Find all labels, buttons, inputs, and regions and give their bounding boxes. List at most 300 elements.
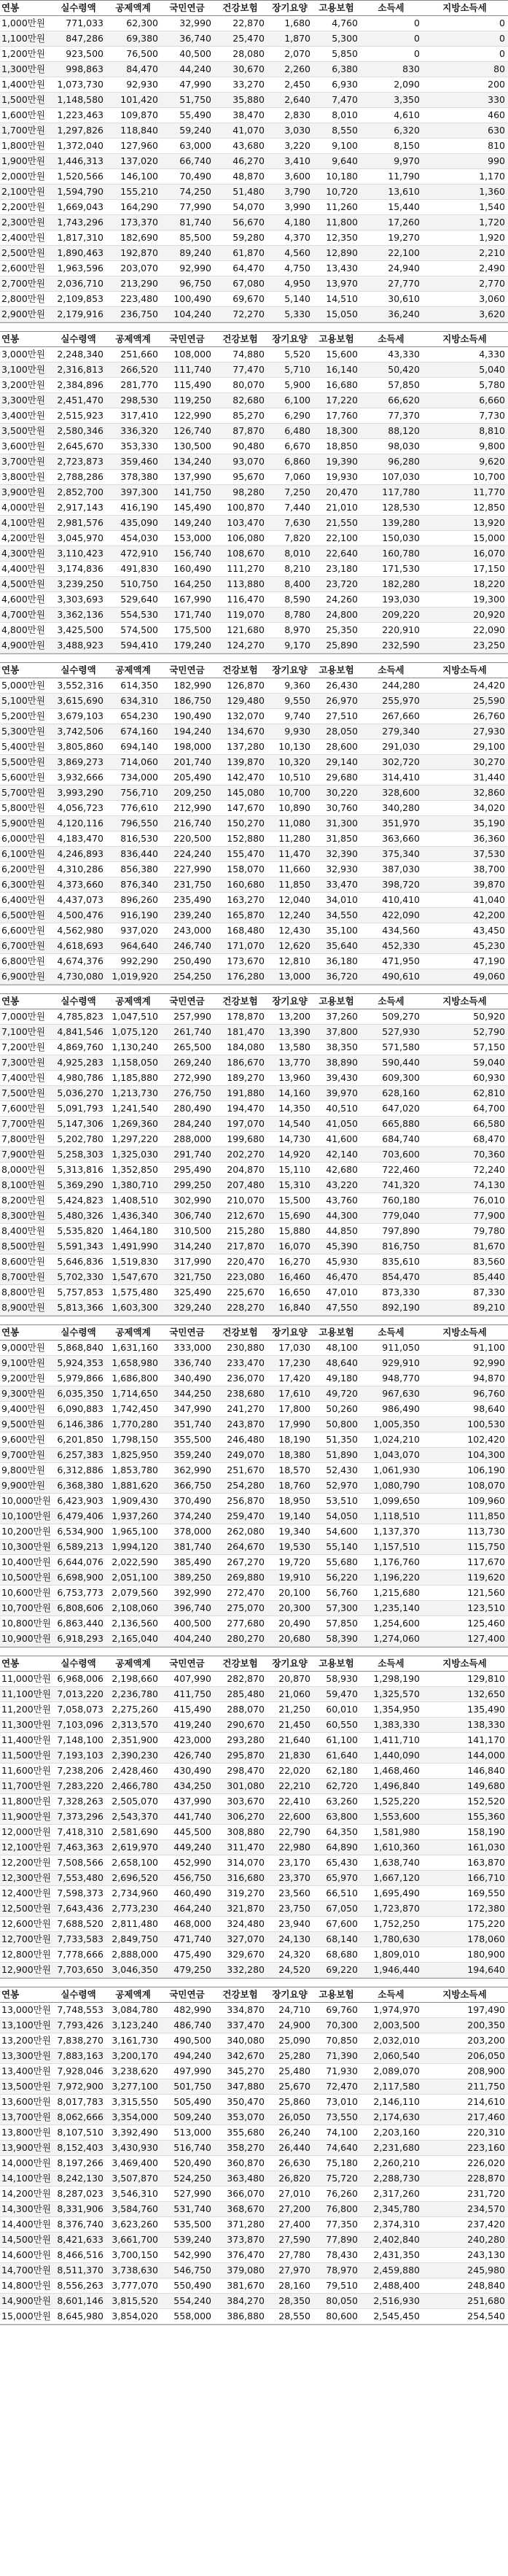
cell-net-pay: 7,463,363 (57, 1842, 103, 1853)
cell-income-tax: 302,720 (382, 756, 420, 767)
cell-local-income-tax: 172,380 (467, 1903, 505, 1914)
cell-national-pension: 351,740 (173, 1419, 211, 1429)
cell-local-income-tax: 18,220 (473, 578, 505, 589)
cell-total-deduction: 916,190 (120, 909, 158, 920)
cell-income-tax: 835,610 (382, 1256, 420, 1267)
cell-income-tax: 830 (402, 63, 420, 74)
table-row (0, 2202, 508, 2217)
cell-annual-salary: 1,200만원 (1, 48, 45, 59)
cell-annual-salary: 5,400만원 (1, 741, 45, 752)
cell-net-pay: 1,669,043 (57, 201, 103, 212)
cell-employment-insurance: 65,430 (326, 1857, 358, 1868)
cell-local-income-tax: 59,040 (473, 1057, 505, 1068)
cell-national-pension: 310,500 (173, 1225, 211, 1236)
cell-national-pension: 437,990 (173, 1796, 211, 1807)
cell-health-insurance: 64,470 (232, 263, 265, 273)
cell-net-pay: 8,197,266 (57, 2157, 103, 2168)
cell-net-pay: 6,146,386 (57, 1419, 103, 1429)
cell-income-tax: 340,280 (382, 802, 420, 813)
column-header-local-income-tax: 지방소득세 (442, 2, 487, 13)
cell-employment-insurance: 21,550 (326, 517, 358, 528)
cell-long-term-care: 8,970 (284, 624, 310, 635)
cell-health-insurance: 238,680 (227, 1388, 265, 1399)
cell-annual-salary: 1,000만원 (1, 18, 45, 28)
cell-national-pension: 254,250 (173, 971, 211, 982)
cell-employment-insurance: 19,930 (326, 471, 358, 482)
cell-local-income-tax: 23,250 (473, 640, 505, 651)
column-header-long-term-care: 장기요양 (272, 333, 308, 344)
cell-net-pay: 6,863,440 (57, 1618, 103, 1629)
table-row (0, 638, 508, 653)
table-row (0, 1147, 508, 1163)
cell-annual-salary: 3,600만원 (1, 441, 45, 451)
cell-employment-insurance: 17,760 (326, 410, 358, 421)
cell-total-deduction: 3,084,780 (112, 2004, 158, 2015)
table-row (0, 16, 508, 31)
cell-local-income-tax: 4,330 (479, 349, 505, 360)
cell-employment-insurance: 74,640 (326, 2142, 358, 2153)
table-row (0, 1509, 508, 1524)
cell-total-deduction: 416,190 (120, 502, 158, 513)
table-row (0, 261, 508, 276)
cell-local-income-tax: 50,920 (473, 1011, 505, 1022)
cell-long-term-care: 9,550 (284, 695, 310, 706)
cell-employment-insurance: 56,220 (326, 1572, 358, 1583)
cell-net-pay: 6,090,883 (57, 1403, 103, 1414)
cell-local-income-tax: 237,420 (467, 2219, 505, 2230)
table-row (0, 847, 508, 862)
column-header-local-income-tax: 지방소득세 (442, 1327, 487, 1338)
cell-national-pension: 392,990 (173, 1587, 211, 1598)
cell-income-tax: 17,260 (388, 217, 420, 228)
cell-annual-salary: 8,800만원 (1, 1287, 45, 1297)
cell-health-insurance: 95,670 (232, 471, 265, 482)
cell-national-pension: 542,990 (173, 2249, 211, 2260)
cell-national-pension: 115,490 (173, 379, 211, 390)
column-header-employment-insurance: 고용보험 (319, 1989, 354, 2000)
cell-employment-insurance: 52,430 (326, 1464, 358, 1475)
column-header-local-income-tax: 지방소득세 (442, 996, 487, 1006)
cell-long-term-care: 12,240 (278, 909, 310, 920)
cell-annual-salary: 4,500만원 (1, 578, 45, 589)
cell-national-pension: 47,990 (179, 79, 211, 90)
cell-net-pay: 5,313,816 (57, 1164, 103, 1175)
cell-total-deduction: 3,700,150 (112, 2249, 158, 2260)
cell-health-insurance: 254,280 (227, 1480, 265, 1491)
cell-national-pension: 175,500 (173, 624, 211, 635)
cell-long-term-care: 8,010 (284, 548, 310, 559)
cell-annual-salary: 6,100만원 (1, 848, 45, 859)
cell-national-pension: 126,740 (173, 425, 211, 436)
cell-long-term-care: 8,590 (284, 594, 310, 605)
cell-employment-insurance: 43,760 (326, 1195, 358, 1206)
cell-income-tax: 571,580 (382, 1041, 420, 1052)
cell-total-deduction: 353,330 (120, 441, 158, 451)
cell-total-deduction: 491,830 (120, 563, 158, 574)
cell-net-pay: 771,033 (66, 18, 103, 28)
cell-net-pay: 6,968,006 (57, 1673, 103, 1684)
cell-net-pay: 2,451,470 (57, 395, 103, 406)
cell-local-income-tax: 7,730 (479, 410, 505, 421)
cell-long-term-care: 2,070 (284, 48, 310, 59)
cell-long-term-care: 24,900 (278, 2020, 310, 2030)
cell-local-income-tax: 41,040 (473, 894, 505, 905)
cell-employment-insurance: 23,180 (326, 563, 358, 574)
cell-health-insurance: 272,470 (227, 1587, 265, 1598)
column-header-long-term-care: 장기요양 (272, 996, 308, 1006)
cell-annual-salary: 6,200만원 (1, 864, 45, 874)
cell-long-term-care: 14,730 (278, 1133, 310, 1144)
cell-employment-insurance: 80,050 (326, 2295, 358, 2306)
cell-national-pension: 186,750 (173, 695, 211, 706)
cell-net-pay: 4,841,546 (57, 1026, 103, 1037)
cell-national-pension: 224,240 (173, 848, 211, 859)
cell-income-tax: 27,770 (388, 278, 420, 289)
cell-health-insurance: 155,470 (227, 848, 265, 859)
column-header-net-pay: 실수령액 (60, 1989, 96, 2000)
cell-national-pension: 295,490 (173, 1164, 211, 1175)
cell-long-term-care: 1,680 (284, 18, 310, 28)
cell-income-tax: 797,890 (382, 1225, 420, 1236)
cell-national-pension: 92,990 (179, 263, 211, 273)
cell-national-pension: 494,240 (173, 2050, 211, 2061)
cell-long-term-care: 24,320 (278, 1949, 310, 1960)
cell-employment-insurance: 34,550 (326, 909, 358, 920)
cell-national-pension: 317,990 (173, 1256, 211, 1267)
cell-net-pay: 2,179,916 (57, 309, 103, 319)
cell-annual-salary: 12,800만원 (1, 1949, 51, 1960)
cell-national-pension: 407,990 (173, 1673, 211, 1684)
cell-income-tax: 590,440 (382, 1057, 420, 1068)
cell-national-pension: 66,740 (179, 155, 211, 166)
cell-net-pay: 4,373,660 (57, 879, 103, 890)
cell-net-pay: 6,035,350 (57, 1388, 103, 1399)
cell-long-term-care: 26,440 (278, 2142, 310, 2153)
cell-income-tax: 96,280 (388, 456, 420, 467)
cell-health-insurance: 145,080 (227, 787, 265, 798)
cell-health-insurance: 345,270 (227, 2065, 265, 2076)
cell-net-pay: 8,287,023 (57, 2188, 103, 2199)
cell-health-insurance: 277,680 (227, 1618, 265, 1629)
table-header-row (0, 1656, 508, 1672)
cell-annual-salary: 8,100만원 (1, 1179, 45, 1190)
cell-net-pay: 6,534,900 (57, 1526, 103, 1537)
cell-net-pay: 5,924,353 (57, 1357, 103, 1368)
cell-annual-salary: 9,300만원 (1, 1388, 45, 1399)
cell-annual-salary: 7,700만원 (1, 1118, 45, 1129)
cell-long-term-care: 2,260 (284, 63, 310, 74)
table-row (0, 169, 508, 185)
cell-employment-insurance: 22,640 (326, 548, 358, 559)
cell-total-deduction: 2,619,970 (112, 1842, 158, 1853)
cell-income-tax: 2,060,540 (373, 2050, 420, 2061)
table-row (0, 1733, 508, 1748)
cell-net-pay: 7,013,220 (57, 1688, 103, 1699)
cell-net-pay: 7,238,206 (57, 1765, 103, 1776)
cell-total-deduction: 1,325,030 (112, 1149, 158, 1160)
cell-employment-insurance: 72,470 (326, 2081, 358, 2092)
cell-net-pay: 5,480,326 (57, 1210, 103, 1221)
cell-net-pay: 5,535,820 (57, 1225, 103, 1236)
cell-employment-insurance: 37,800 (326, 1026, 358, 1037)
cell-annual-salary: 12,700만원 (1, 1933, 51, 1944)
cell-income-tax: 36,240 (388, 309, 420, 319)
cell-net-pay: 7,418,310 (57, 1826, 103, 1837)
cell-net-pay: 2,248,340 (57, 349, 103, 360)
cell-national-pension: 445,500 (173, 1826, 211, 1837)
cell-total-deduction: 714,060 (120, 756, 158, 767)
cell-health-insurance: 103,470 (227, 517, 265, 528)
cell-health-insurance: 150,270 (227, 818, 265, 829)
cell-national-pension: 104,240 (173, 309, 211, 319)
cell-long-term-care: 5,520 (284, 349, 310, 360)
cell-net-pay: 2,645,670 (57, 441, 103, 451)
cell-annual-salary: 12,300만원 (1, 1872, 51, 1883)
table-header-row (0, 1324, 508, 1341)
cell-employment-insurance: 38,350 (326, 1041, 358, 1052)
cell-total-deduction: 173,370 (120, 217, 158, 228)
cell-annual-salary: 10,400만원 (1, 1556, 51, 1567)
cell-long-term-care: 19,530 (278, 1541, 310, 1552)
cell-health-insurance: 124,270 (227, 640, 265, 651)
cell-national-pension: 516,740 (173, 2142, 211, 2153)
cell-long-term-care: 18,190 (278, 1434, 310, 1445)
cell-income-tax: 30,610 (388, 293, 420, 304)
cell-employment-insurance: 61,100 (326, 1734, 358, 1745)
table-row (0, 755, 508, 770)
cell-long-term-care: 26,820 (278, 2173, 310, 2184)
cell-net-pay: 3,425,500 (57, 624, 103, 635)
cell-local-income-tax: 211,750 (467, 2081, 505, 2092)
cell-annual-salary: 8,500만원 (1, 1241, 45, 1252)
cell-annual-salary: 11,600만원 (1, 1765, 51, 1776)
table-row (0, 276, 508, 292)
cell-long-term-care: 15,880 (278, 1225, 310, 1236)
cell-total-deduction: 109,870 (120, 109, 158, 120)
cell-income-tax: 986,490 (382, 1403, 420, 1414)
cell-local-income-tax: 144,000 (467, 1750, 505, 1761)
cell-income-tax: 2,260,210 (373, 2157, 420, 2168)
cell-long-term-care: 12,040 (278, 894, 310, 905)
cell-income-tax: 6,320 (394, 125, 420, 136)
cell-employment-insurance: 55,140 (326, 1541, 358, 1552)
cell-employment-insurance: 47,010 (326, 1287, 358, 1297)
cell-annual-salary: 5,100만원 (1, 695, 45, 706)
cell-long-term-care: 23,560 (278, 1888, 310, 1898)
cell-national-pension: 272,990 (173, 1072, 211, 1083)
cell-net-pay: 3,679,103 (57, 710, 103, 721)
cell-health-insurance: 321,870 (227, 1903, 265, 1914)
cell-national-pension: 205,490 (173, 772, 211, 783)
column-header-employment-insurance: 고용보험 (319, 1658, 354, 1669)
cell-national-pension: 449,240 (173, 1842, 211, 1853)
cell-long-term-care: 21,830 (278, 1750, 310, 1761)
cell-net-pay: 6,918,293 (57, 1633, 103, 1644)
table-row (0, 1840, 508, 1855)
cell-national-pension: 554,240 (173, 2295, 211, 2306)
cell-national-pension: 111,740 (173, 364, 211, 375)
cell-health-insurance: 61,870 (232, 247, 265, 258)
cell-long-term-care: 18,570 (278, 1464, 310, 1475)
cell-income-tax: 1,157,510 (373, 1541, 420, 1552)
cell-health-insurance: 33,270 (232, 79, 265, 90)
cell-national-pension: 479,250 (173, 1964, 211, 1975)
cell-annual-salary: 11,200만원 (1, 1704, 51, 1715)
table-row (0, 954, 508, 969)
cell-local-income-tax: 206,050 (467, 2050, 505, 2061)
cell-local-income-tax: 11,770 (473, 486, 505, 497)
cell-employment-insurance: 8,550 (332, 125, 358, 136)
table-row (0, 185, 508, 200)
column-header-health-insurance: 건강보험 (222, 1989, 258, 2000)
cell-net-pay: 5,258,303 (57, 1149, 103, 1160)
cell-net-pay: 7,373,296 (57, 1811, 103, 1822)
cell-health-insurance: 168,480 (227, 925, 265, 936)
cell-total-deduction: 92,930 (126, 79, 158, 90)
cell-total-deduction: 1,603,300 (112, 1302, 158, 1313)
table-row (0, 923, 508, 939)
cell-employment-insurance: 4,760 (332, 18, 358, 28)
table-row (0, 347, 508, 362)
cell-total-deduction: 1,269,360 (112, 1118, 158, 1129)
column-header-local-income-tax: 지방소득세 (442, 1658, 487, 1669)
cell-health-insurance: 184,080 (227, 1041, 265, 1052)
column-header-national-pension: 국민연금 (169, 664, 205, 675)
table-row (0, 1672, 508, 1687)
cell-net-pay: 5,757,853 (57, 1287, 103, 1297)
cell-total-deduction: 3,854,020 (112, 2311, 158, 2321)
cell-long-term-care: 13,000 (278, 971, 310, 982)
cell-employment-insurance: 8,010 (332, 109, 358, 120)
cell-income-tax: 722,460 (382, 1164, 420, 1175)
cell-net-pay: 4,925,283 (57, 1057, 103, 1068)
cell-long-term-care: 23,170 (278, 1857, 310, 1868)
cell-total-deduction: 266,520 (120, 364, 158, 375)
cell-net-pay: 2,852,700 (57, 486, 103, 497)
column-header-national-pension: 국민연금 (169, 333, 205, 344)
cell-income-tax: 1,695,490 (373, 1888, 420, 1898)
table-row (0, 154, 508, 169)
cell-health-insurance: 228,270 (227, 1302, 265, 1313)
column-header-total-deduction: 공제액계 (115, 1658, 151, 1669)
cell-local-income-tax: 39,870 (473, 879, 505, 890)
cell-annual-salary: 14,500만원 (1, 2234, 51, 2245)
table-row (0, 1254, 508, 1270)
cell-national-pension: 314,240 (173, 1241, 211, 1252)
cell-net-pay: 7,103,096 (57, 1719, 103, 1730)
cell-long-term-care: 10,320 (278, 756, 310, 767)
cell-employment-insurance: 22,100 (326, 532, 358, 543)
cell-total-deduction: 1,491,990 (112, 1241, 158, 1252)
cell-employment-insurance: 56,760 (326, 1587, 358, 1598)
cell-annual-salary: 14,400만원 (1, 2219, 51, 2230)
cell-total-deduction: 614,350 (120, 680, 158, 691)
cell-total-deduction: 1,658,980 (112, 1357, 158, 1368)
column-header-annual-salary: 연봉 (1, 1658, 20, 1669)
cell-health-insurance: 72,270 (232, 309, 265, 319)
cell-local-income-tax: 45,230 (473, 940, 505, 951)
cell-long-term-care: 26,050 (278, 2111, 310, 2122)
cell-net-pay: 2,036,710 (57, 278, 103, 289)
cell-total-deduction: 2,198,660 (112, 1673, 158, 1684)
cell-annual-salary: 4,000만원 (1, 502, 45, 513)
table-row (0, 485, 508, 500)
cell-employment-insurance: 54,600 (326, 1526, 358, 1537)
cell-long-term-care: 28,350 (278, 2295, 310, 2306)
cell-long-term-care: 16,270 (278, 1256, 310, 1267)
cell-total-deduction: 1,770,280 (112, 1419, 158, 1429)
cell-long-term-care: 11,080 (278, 818, 310, 829)
cell-local-income-tax: 85,440 (473, 1271, 505, 1282)
cell-net-pay: 6,808,606 (57, 1602, 103, 1613)
cell-employment-insurance: 49,720 (326, 1388, 358, 1399)
cell-national-pension: 336,740 (173, 1357, 211, 1368)
cell-local-income-tax: 91,100 (473, 1342, 505, 1353)
cell-employment-insurance: 57,300 (326, 1602, 358, 1613)
cell-employment-insurance: 29,140 (326, 756, 358, 767)
cell-national-pension: 505,490 (173, 2096, 211, 2107)
cell-employment-insurance: 26,970 (326, 695, 358, 706)
cell-long-term-care: 20,490 (278, 1618, 310, 1629)
cell-employment-insurance: 24,800 (326, 609, 358, 620)
cell-long-term-care: 1,870 (284, 33, 310, 44)
cell-health-insurance: 152,880 (227, 833, 265, 844)
cell-total-deduction: 1,436,340 (112, 1210, 158, 1221)
table-row (0, 1540, 508, 1555)
cell-national-pension: 340,490 (173, 1373, 211, 1384)
cell-local-income-tax: 166,710 (467, 1872, 505, 1883)
cell-net-pay: 3,362,136 (57, 609, 103, 620)
cell-national-pension: 257,990 (173, 1011, 211, 1022)
column-header-long-term-care: 장기요양 (272, 1658, 308, 1669)
table-row (0, 1009, 508, 1025)
table-row (0, 408, 508, 424)
cell-employment-insurance: 67,050 (326, 1903, 358, 1914)
cell-employment-insurance: 15,050 (326, 309, 358, 319)
cell-total-deduction: 2,108,060 (112, 1602, 158, 1613)
cell-annual-salary: 2,600만원 (1, 263, 45, 273)
cell-total-deduction: 1,631,160 (112, 1342, 158, 1353)
cell-health-insurance: 38,470 (232, 109, 265, 120)
cell-net-pay: 5,202,780 (57, 1133, 103, 1144)
column-header-local-income-tax: 지방소득세 (442, 333, 487, 344)
cell-employment-insurance: 40,510 (326, 1103, 358, 1114)
table-row (0, 2095, 508, 2110)
cell-income-tax: 22,100 (388, 247, 420, 258)
cell-health-insurance: 28,080 (232, 48, 265, 59)
cell-employment-insurance: 11,260 (326, 201, 358, 212)
cell-long-term-care: 27,200 (278, 2203, 310, 2214)
cell-annual-salary: 2,400만원 (1, 232, 45, 243)
table-row (0, 562, 508, 577)
cell-national-pension: 153,000 (173, 532, 211, 543)
cell-total-deduction: 236,750 (120, 309, 158, 319)
cell-income-tax: 1,553,600 (373, 1811, 420, 1822)
cell-employment-insurance: 16,680 (326, 379, 358, 390)
cell-net-pay: 4,618,693 (57, 940, 103, 951)
cell-employment-insurance: 71,390 (326, 2050, 358, 2061)
cell-national-pension: 359,240 (173, 1449, 211, 1460)
cell-net-pay: 2,384,896 (57, 379, 103, 390)
cell-long-term-care: 14,920 (278, 1149, 310, 1160)
cell-health-insurance: 41,070 (232, 125, 265, 136)
cell-income-tax: 128,530 (382, 502, 420, 513)
cell-total-deduction: 2,505,070 (112, 1796, 158, 1807)
cell-annual-salary: 14,900만원 (1, 2295, 51, 2306)
table-row (0, 623, 508, 638)
table-row (0, 108, 508, 123)
cell-annual-salary: 13,600만원 (1, 2096, 51, 2107)
